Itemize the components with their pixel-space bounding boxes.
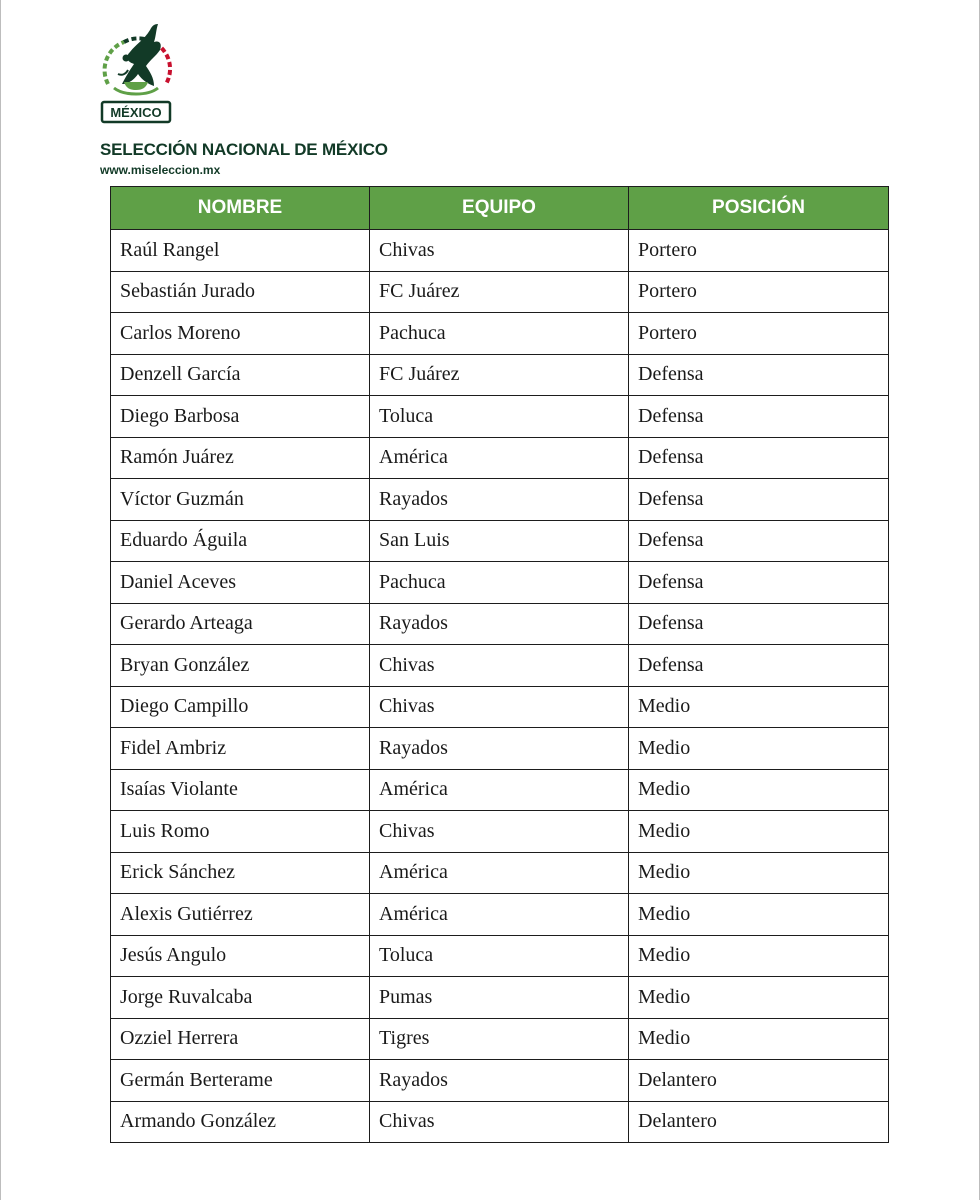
table-row	[111, 852, 889, 894]
player-position: Medio	[629, 935, 889, 977]
table-row	[111, 603, 889, 645]
player-team: Chivas	[370, 645, 629, 687]
roster-body	[111, 230, 889, 1143]
table-row	[111, 354, 889, 396]
player-team: América	[370, 769, 629, 811]
player-team: América	[370, 894, 629, 936]
player-position: Defensa	[629, 437, 889, 479]
player-name: Ramón Juárez	[111, 437, 370, 479]
player-position: Delantero	[629, 1101, 889, 1143]
table-row	[111, 396, 889, 438]
table-row	[111, 935, 889, 977]
player-team: San Luis	[370, 520, 629, 562]
player-name: Jorge Ruvalcaba	[111, 977, 370, 1019]
player-name: Alexis Gutiérrez	[111, 894, 370, 936]
player-name: Carlos Moreno	[111, 313, 370, 355]
player-position: Defensa	[629, 396, 889, 438]
player-name: Armando González	[111, 1101, 370, 1143]
player-team: FC Juárez	[370, 354, 629, 396]
table-row	[111, 811, 889, 853]
table-row	[111, 686, 889, 728]
player-position: Medio	[629, 977, 889, 1019]
player-team: Chivas	[370, 1101, 629, 1143]
table-row	[111, 271, 889, 313]
player-name: Gerardo Arteaga	[111, 603, 370, 645]
player-team: Rayados	[370, 728, 629, 770]
player-position: Medio	[629, 811, 889, 853]
player-team: Pachuca	[370, 562, 629, 604]
table-row	[111, 313, 889, 355]
player-name: Diego Barbosa	[111, 396, 370, 438]
table-row	[111, 1060, 889, 1102]
player-team: Pachuca	[370, 313, 629, 355]
player-team: Pumas	[370, 977, 629, 1019]
table-row	[111, 728, 889, 770]
player-name: Isaías Violante	[111, 769, 370, 811]
player-position: Defensa	[629, 354, 889, 396]
player-team: Chivas	[370, 811, 629, 853]
player-team: FC Juárez	[370, 271, 629, 313]
player-name: Jesús Angulo	[111, 935, 370, 977]
table-row	[111, 520, 889, 562]
player-name: Luis Romo	[111, 811, 370, 853]
organization-website: www.miseleccion.mx	[100, 163, 221, 177]
player-team: Chivas	[370, 686, 629, 728]
player-team: América	[370, 437, 629, 479]
player-team: Rayados	[370, 479, 629, 521]
player-team: Chivas	[370, 230, 629, 272]
player-position: Defensa	[629, 603, 889, 645]
player-team: Tigres	[370, 1018, 629, 1060]
player-position: Defensa	[629, 645, 889, 687]
player-team: Rayados	[370, 603, 629, 645]
player-position: Medio	[629, 894, 889, 936]
mexico-crest-logo	[96, 22, 176, 126]
player-team: Toluca	[370, 935, 629, 977]
player-name: Erick Sánchez	[111, 852, 370, 894]
column-header-team: EQUIPO	[370, 187, 629, 230]
roster-header	[111, 187, 889, 230]
table-row	[111, 769, 889, 811]
table-row	[111, 894, 889, 936]
player-name: Daniel Aceves	[111, 562, 370, 604]
logo-wordmark: MÉXICO	[110, 105, 162, 120]
table-row	[111, 1018, 889, 1060]
player-name: Ozziel Herrera	[111, 1018, 370, 1060]
column-header-name: NOMBRE	[111, 187, 370, 230]
column-header-position: POSICIÓN	[629, 187, 889, 230]
table-row	[111, 1101, 889, 1143]
player-name: Bryan González	[111, 645, 370, 687]
player-position: Medio	[629, 852, 889, 894]
player-position: Medio	[629, 769, 889, 811]
player-position: Medio	[629, 728, 889, 770]
player-team: Rayados	[370, 1060, 629, 1102]
player-position: Portero	[629, 313, 889, 355]
table-row	[111, 230, 889, 272]
player-position: Delantero	[629, 1060, 889, 1102]
player-name: Denzell García	[111, 354, 370, 396]
player-name: Germán Berterame	[111, 1060, 370, 1102]
player-position: Medio	[629, 686, 889, 728]
player-name: Raúl Rangel	[111, 230, 370, 272]
player-name: Sebastián Jurado	[111, 271, 370, 313]
player-name: Fidel Ambriz	[111, 728, 370, 770]
table-row	[111, 977, 889, 1019]
player-roster-table	[110, 186, 889, 1143]
player-team: América	[370, 852, 629, 894]
player-position: Defensa	[629, 562, 889, 604]
header-row	[111, 187, 889, 230]
player-team: Toluca	[370, 396, 629, 438]
table-row	[111, 479, 889, 521]
player-name: Víctor Guzmán	[111, 479, 370, 521]
table-row	[111, 562, 889, 604]
player-position: Defensa	[629, 520, 889, 562]
player-position: Portero	[629, 271, 889, 313]
table-row	[111, 645, 889, 687]
table-row	[111, 437, 889, 479]
player-name: Eduardo Águila	[111, 520, 370, 562]
organization-name: SELECCIÓN NACIONAL DE MÉXICO	[100, 140, 388, 159]
player-name: Diego Campillo	[111, 686, 370, 728]
player-position: Portero	[629, 230, 889, 272]
player-position: Defensa	[629, 479, 889, 521]
page-left-edge	[0, 0, 1, 1200]
player-position: Medio	[629, 1018, 889, 1060]
